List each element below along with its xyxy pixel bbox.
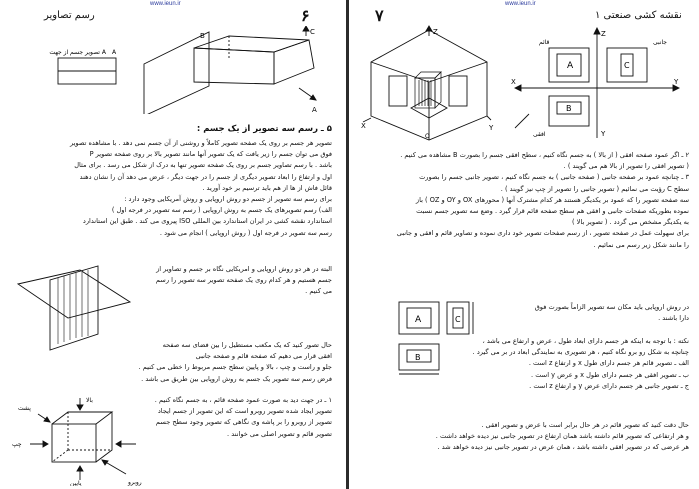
views-label-c: C — [455, 315, 461, 324]
right-paragraph-4 — [359, 420, 689, 454]
section-title: ۵ ـ رسم سه تصویر از یک جسم : — [196, 124, 332, 134]
left-line-13: حال تصور کنید که یک مکعب مستطیل را بین فضای سه صفحه — [162, 341, 332, 349]
unfold-label-c: C — [624, 61, 630, 70]
iso-label-o: O — [425, 133, 430, 140]
unfold-label-a: A — [567, 61, 574, 71]
left-line-20: تصویر قائم و تصویر اصلی می خوانند . — [227, 429, 332, 438]
right-line-8: برای سهولت عمل در صفحه تصویر ، از رسم صفحات تصویر خود داری نموده و تصاویر قائم و افقی و جانبی — [396, 229, 689, 238]
left-line-14: افقی قرار می دهیم که صفحه قائم و صفحه جانبی — [195, 352, 332, 361]
page-header-left: رسم تصاویر — [44, 10, 95, 21]
right-line-7: به یکدیگر مشخص می گردد . ( تصویر بالا ) — [572, 218, 689, 227]
right-line-18: و هر ارتفاعی که تصویر قائم داشته باشد همان ارتفاع در تصویر جانبی نیز دیده خواهد داشت . — [435, 432, 689, 441]
iso-label-x: X — [361, 122, 366, 130]
left-paragraph-1 — [14, 138, 332, 239]
fig-label-b: B — [200, 32, 205, 40]
cube-label-back: پشت — [18, 405, 31, 412]
views-label-b: B — [415, 353, 421, 362]
left-line-6: برای رسم سه تصویر از جسم دو روش اروپایی و روش آمریکایی وجود دارد : — [124, 194, 332, 203]
cube-directions-figure — [8, 394, 158, 486]
left-line-2: فوق می توان جسم را زیر یافت که یک تصویر آنها مانند تصویر بالا بر روی صفحه تصویر P — [89, 150, 332, 159]
left-line-12: می کنیم . — [305, 287, 332, 296]
fig-label-a: A — [312, 106, 317, 114]
iso-label-z: Z — [433, 28, 438, 36]
right-line-5: سه صفحه تصویر را که عمود بر یکدیگر هستند هر کدام مشترک آنها ( محورهای OX و OY و OZ ) باز — [415, 195, 689, 204]
right-paragraph-1 — [359, 150, 689, 251]
right-line-2: ( تصویر افقی را تصویر از بالا هم می گویند ) . — [563, 162, 689, 171]
left-line-9: رسم سه تصویر در فرجه اول ( روش اروپایی ) انجام می شود . — [159, 228, 332, 237]
left-paragraph-2 — [142, 264, 332, 298]
fig-label-a-small: A — [112, 49, 117, 56]
prism-projection-figure — [44, 26, 324, 114]
unfold-label-y2: Y — [601, 130, 606, 138]
left-line-16: فرض رسم سه تصویر یک جسم به روش اروپایی بین طریق می باشد . — [141, 374, 332, 383]
right-line-9: را مانند شکل زیر رسم می نمائیم . — [593, 240, 689, 249]
page-header-right: نقشه کشی صنعتی ۱ — [595, 10, 682, 21]
left-line-8: استاندارد نقشه کشی در ایران استاندارد بین المللی ISO پیروی می کند . طبق این استاندارد — [82, 217, 332, 226]
left-line-4: اول و ارتفاع را ابعاد تصویر دیگری از جسم را در جهت دیگر ، عرض می دهد آن را نشان دهند — [79, 172, 332, 181]
watermark-left: www.ieun.ir — [150, 1, 181, 7]
left-line-7: الف) رسم تصویرهای یک جسم به روش اروپایی ( رسم سه تصویر در فرجه اول ) — [111, 206, 332, 215]
right-paragraph-3 — [449, 336, 689, 392]
left-line-10: البته در هر دو روش اروپایی و امریکایی نگاه بر جسم و تصاویر از — [156, 265, 332, 273]
left-line-19: تصویر از روبرو را بر پاشه وی نگاهی که تصویر وجود سطح جسم — [155, 418, 332, 427]
right-line-3: ۳ ـ چنانچه عمود بر صفحه جانبی ( صفحه جانبی ) به جسم نگاه کنیم ، تصویر جانبی جسم را بصورت — [419, 173, 689, 182]
left-paragraph-4 — [152, 395, 332, 440]
page-number-left: ۶ — [301, 6, 310, 25]
cube-label-top: بالا — [86, 397, 93, 404]
cube-label-front: روبرو — [128, 479, 142, 486]
right-line-19: هر عرضی که در تصویر افقی داشته باشد ، همان عرض در تصویر جانبی نیز دیده خواهد شد . — [437, 443, 689, 452]
left-line-18: تصویر ایجاد شده تصویر روبرو است که این تصویر از جسم ایجاد — [157, 407, 332, 416]
watermark-right: www.ieun.ir — [505, 1, 536, 7]
right-line-13: چنانچه به شکل رو برو نگاه کنیم ، هر تصویری به نمایندگی ابعاد در بر می گیرد . — [472, 348, 689, 357]
right-line-1: ۲ ـ اگر عمود صفحه افقی ( از بالا ) به جسم نگاه کنیم ، سطح افقی جسم را بصورت B مشاهده می کنیم . — [400, 151, 689, 159]
left-paragraph-3 — [14, 340, 332, 385]
page-number-right: ۷ — [375, 6, 384, 25]
isometric-planes-figure — [359, 24, 499, 142]
fig-label-front-view: تصویر جسم از جهت A — [49, 49, 106, 56]
right-line-14: الف ـ تصویر قائم هر جسم دارای طول x و ارتفاع z است . — [528, 359, 689, 368]
unfold-label-z: Z — [601, 30, 606, 38]
cube-label-left: چپ — [12, 441, 22, 448]
unfolded-planes-figure — [509, 24, 685, 142]
left-line-1: تصویر هر جسم بر روی یک صفحه تصویر کاملاً و روشنی از آن جسم نمی دهد . با مشاهده تصویر — [69, 139, 332, 147]
right-line-16: ج ـ تصویر جانبی هر جسم دارای عرض y و ارتفاع z است . — [529, 381, 689, 390]
right-line-4: سطح C رؤیت می نمائیم ( تصویر جانبی را تصویر از چپ نیز گویند ) . — [500, 184, 689, 193]
page-gutter — [346, 0, 349, 489]
iso-label-y: Y — [489, 124, 494, 132]
left-line-11: جسم هستیم و هر کدام روی یک صفحه تصویر سه تصویر را رسم — [155, 276, 332, 285]
right-line-17: حال دقت کنید که تصویر قائم در هر حال برابر است با عرض و تصویر افقی . — [481, 421, 689, 429]
unfold-label-front: قائم — [539, 39, 550, 46]
left-line-17: ۱ ـ در جهت دید به صورت عمود صفحه قائم ، به جسم نگاه کنیم . — [154, 396, 332, 404]
unfold-label-top: افقی — [533, 131, 546, 138]
cube-label-bottom: پایین — [70, 480, 82, 486]
unfold-label-x: X — [511, 78, 516, 86]
right-line-15: ب ـ تصویر افقی هر جسم دارای طول x و عرض y است . — [531, 370, 689, 379]
right-paragraph-2 — [489, 302, 689, 324]
unfold-label-b: B — [566, 104, 572, 113]
fig-label-c: C — [310, 28, 315, 36]
views-label-a: A — [415, 315, 422, 325]
right-page — [355, 0, 695, 489]
unfold-label-y: Y — [674, 78, 679, 86]
right-line-6: نموده بطوریکه صفحات جانبی و افقی هم سطح صفحه قائم قرار گیرد . وضع سه تصویر جسم نسبت — [416, 206, 689, 215]
left-line-5: قائل فاش از ها از هم باید ترسیم بر خود آورید . — [202, 183, 332, 192]
right-line-12: نکته : با توجه به اینکه هر جسم دارای ابعاد طول ، عرض و ارتفاع می باشد ، — [482, 337, 689, 345]
right-line-10: در روش اروپایی باید مکان سه تصویر الزاماً بصورت فوق — [534, 303, 689, 311]
right-line-11: دارا باشند . — [658, 314, 689, 323]
left-line-15: جلو و راست و چپ ، بالا و پایین سطح جسم مربوط را خطی می کنیم . — [138, 363, 332, 372]
left-line-3: باشد . با رسم تصاویر جسم بر روی یک صفحه تصویر تنها به درک از شکل می رسد . برای مثال — [74, 161, 332, 170]
left-page — [4, 0, 344, 489]
unfold-label-side: جانبی — [653, 39, 668, 46]
